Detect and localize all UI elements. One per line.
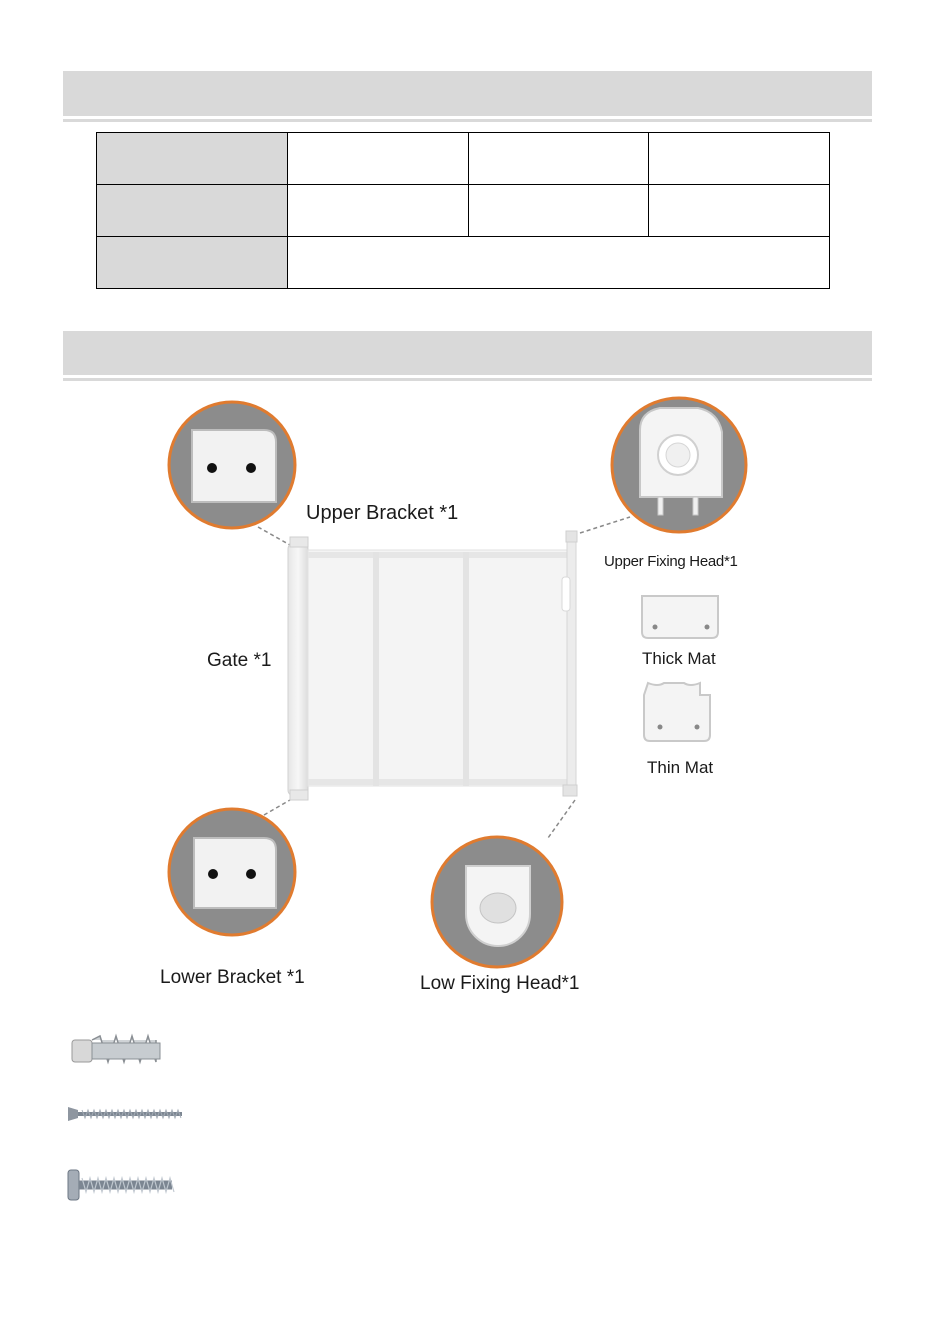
- gate-label: Gate *1: [207, 650, 272, 671]
- short-screw-icon: [68, 1170, 174, 1200]
- wall-anchor-icon: [72, 1036, 160, 1062]
- low-fixing-head-callout: [432, 837, 562, 967]
- upper-bracket-callout: [169, 402, 295, 528]
- low-fixing-head-label: Low Fixing Head*1: [420, 973, 580, 994]
- gate-drawing: [288, 531, 577, 800]
- upper-fixing-head-callout: [612, 398, 746, 532]
- upper-bracket-label: Upper Bracket *1: [306, 502, 459, 524]
- lower-bracket-callout: [169, 809, 295, 935]
- thin-mat-drawing: [644, 683, 710, 741]
- thin-mat-label: Thin Mat: [647, 758, 714, 777]
- upper-fixing-head-label: Upper Fixing Head*1: [604, 553, 738, 570]
- long-screw-icon: [68, 1107, 182, 1121]
- thick-mat-label: Thick Mat: [642, 649, 716, 668]
- thick-mat-drawing: [642, 596, 718, 638]
- lower-bracket-label: Lower Bracket *1: [160, 967, 305, 988]
